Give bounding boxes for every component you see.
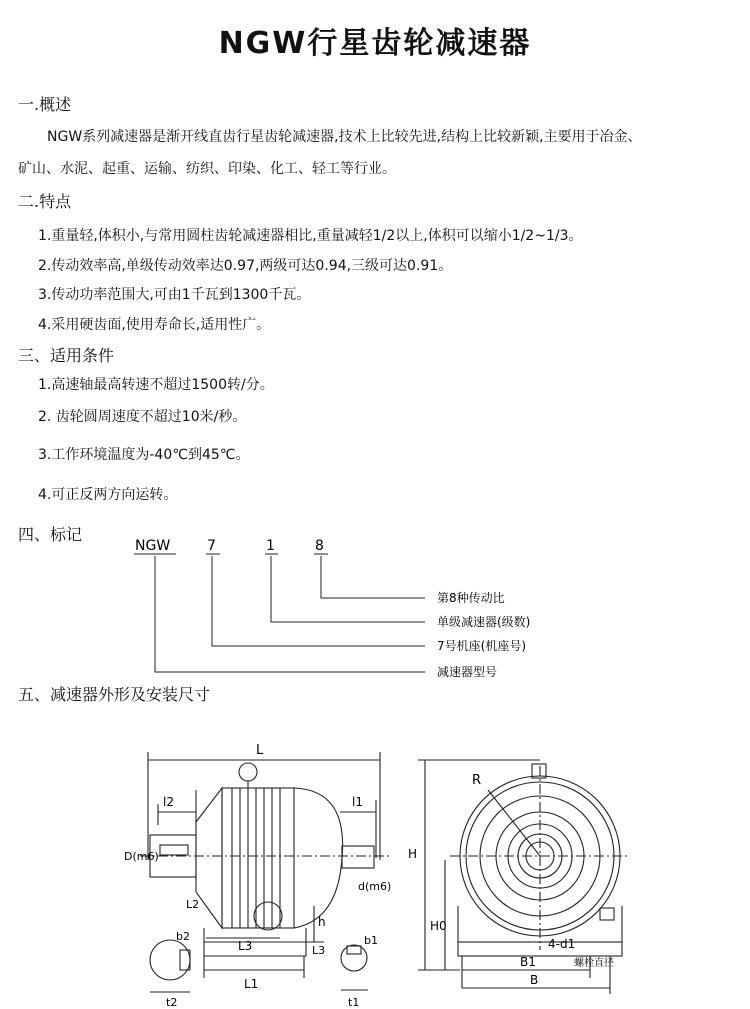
- label-frame: 7号机座(机座号): [437, 639, 526, 653]
- dim-bolt: 4-d1: [548, 937, 576, 951]
- condition-item-4: 4.可正反两方向运转。: [38, 487, 178, 503]
- code-ratio: 8: [315, 538, 324, 554]
- label-stage: 单级减速器(级数): [437, 615, 531, 629]
- dim-B: B: [530, 973, 539, 987]
- label-series: 减速器型号: [437, 665, 498, 679]
- feature-item-1: 1.重量轻,体积小,与常用圆柱齿轮减速器相比,重量减轻1/2以上,体积可以缩小1/2~1/3。: [38, 228, 583, 244]
- condition-item-2: 2. 齿轮圆周速度不超过10米/秒。: [38, 409, 247, 425]
- code-stage: 1: [266, 538, 275, 554]
- dim-L1: L1: [244, 977, 259, 991]
- dim-L: L: [256, 743, 264, 758]
- dim-R: R: [472, 773, 482, 788]
- feature-item-4: 4.采用硬齿面,使用寿命长,适用性广。: [38, 317, 271, 333]
- condition-item-1: 1.高速轴最高转速不超过1500转/分。: [38, 377, 274, 393]
- feature-item-2: 2.传动效率高,单级传动效率达0.97,两级可达0.94,三级可达0.91。: [38, 258, 453, 274]
- end-view-drawing: [400, 730, 750, 1009]
- dim-l1: l1: [352, 795, 363, 809]
- dim-b1: b1: [364, 934, 378, 947]
- section-1-heading: 一.概述: [18, 95, 72, 114]
- overview-line-1: NGW系列减速器是渐开线直齿行星齿轮减速器,技术上比较先进,结构上比较新颖,主要用于冶金、: [47, 129, 642, 145]
- section-3-heading: 三、适用条件: [18, 346, 115, 365]
- feature-item-3: 3.传动功率范围大,可由1千瓦到1300千瓦。: [38, 287, 311, 303]
- dim-d: d(m6): [358, 880, 392, 893]
- dim-H: H: [408, 847, 418, 861]
- dim-L3: L3: [238, 939, 253, 953]
- dim-l2: l2: [163, 795, 174, 809]
- dim-H0: H0: [430, 919, 447, 933]
- dim-B1: B1: [520, 955, 536, 969]
- dim-D: D(m6): [124, 850, 159, 863]
- dim-L2: L2: [186, 898, 200, 911]
- overview-line-2: 矿山、水泥、起重、运输、纺织、印染、化工、轻工等行业。: [18, 161, 396, 177]
- dim-b2: b2: [176, 930, 190, 943]
- label-ratio: 第8种传动比: [437, 591, 505, 605]
- section-5-heading: 五、减速器外形及安装尺寸: [18, 685, 211, 704]
- condition-item-3: 3.工作环境温度为-40℃到45℃。: [38, 447, 250, 463]
- dim-L-small: L3: [312, 944, 326, 957]
- model-code-diagram: [0, 530, 750, 690]
- section-4-heading: 四、标记: [18, 525, 83, 544]
- dim-h: h: [318, 915, 326, 929]
- code-series: NGW: [135, 538, 171, 554]
- dim-t1: t1: [348, 996, 360, 1009]
- code-frame: 7: [207, 538, 216, 554]
- page-title: NGW行星齿轮减速器: [218, 26, 532, 61]
- dim-bolt-note: 螺栓直径: [574, 958, 614, 969]
- dim-t2: t2: [166, 996, 178, 1009]
- section-2-heading: 二.特点: [18, 192, 72, 211]
